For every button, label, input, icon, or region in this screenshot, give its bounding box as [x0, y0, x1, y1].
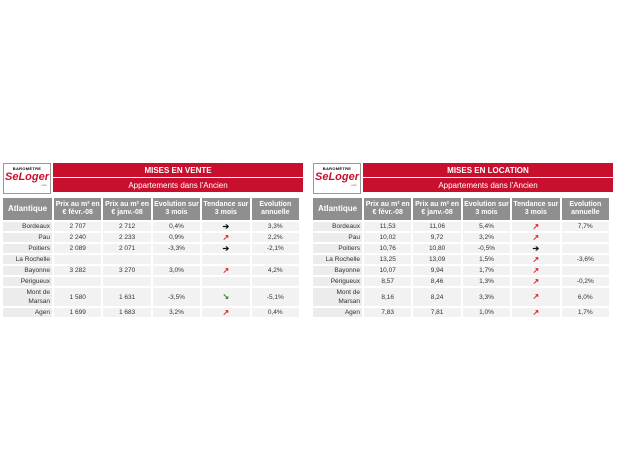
rentals-barometer-panel [313, 163, 613, 319]
table-row [313, 277, 609, 286]
price-feb-cell: 10,76 [364, 244, 411, 253]
evolution-3m-cell [153, 277, 200, 286]
price-feb-cell: 2 707 [54, 222, 101, 231]
logo-sub-text: .com [40, 183, 47, 187]
price-feb-cell: 13,25 [364, 255, 411, 264]
price-jan-cell: 9,72 [413, 233, 460, 242]
trend-cell [512, 288, 559, 306]
city-cell: Périgueux [313, 277, 362, 286]
evolution-year-cell: -0,2% [562, 277, 609, 286]
price-feb-cell: 2 089 [54, 244, 101, 253]
city-cell: Bayonne [3, 266, 52, 275]
price-feb-cell: 10,07 [364, 266, 411, 275]
price-jan-cell: 1 631 [103, 288, 150, 306]
price-jan-cell [103, 277, 150, 286]
price-jan-cell: 13,09 [413, 255, 460, 264]
trend-cell [512, 266, 559, 275]
price-jan-cell: 8,24 [413, 288, 460, 306]
trend-cell [202, 255, 249, 264]
table-row [3, 308, 299, 317]
price-jan-cell: 3 270 [103, 266, 150, 275]
trend-up-arrow-icon: ↗ [222, 232, 230, 242]
column-header-price-jan: Prix au m² en € janv.-08 [413, 198, 460, 220]
evolution-year-cell: 4,2% [252, 266, 299, 275]
evolution-3m-cell: 1,5% [463, 255, 510, 264]
city-cell: Mont de Marsan [313, 288, 362, 306]
price-feb-cell [54, 255, 101, 264]
city-cell: Agen [313, 308, 362, 317]
table-row [3, 222, 299, 231]
city-cell: Bordeaux [3, 222, 52, 231]
trend-up-arrow-icon: ↗ [222, 265, 230, 275]
table-subtitle: Appartements dans l'Ancien [363, 178, 613, 192]
table-row [313, 266, 609, 275]
trend-cell [512, 255, 559, 264]
price-jan-cell: 1 683 [103, 308, 150, 317]
city-cell: La Rochelle [313, 255, 362, 264]
logo-top-text: BAROMÈTRE [322, 166, 352, 171]
price-feb-cell [54, 277, 101, 286]
city-cell: La Rochelle [3, 255, 52, 264]
rental-price-table [311, 196, 611, 319]
trend-up-arrow-icon: ↗ [532, 221, 540, 231]
column-header-trend-3m: Tendance sur 3 mois [202, 198, 249, 220]
evolution-year-cell: -2,1% [252, 244, 299, 253]
table-row [313, 222, 609, 231]
trend-up-arrow-icon: ↗ [532, 292, 540, 301]
evolution-year-cell [252, 255, 299, 264]
column-header-evolution-year: Evolution annuelle [562, 198, 609, 220]
evolution-year-cell [562, 233, 609, 242]
price-jan-cell: 2 233 [103, 233, 150, 242]
trend-cell [512, 222, 559, 231]
evolution-year-cell: -5,1% [252, 288, 299, 306]
price-feb-cell: 7,83 [364, 308, 411, 317]
table-row [3, 244, 299, 253]
seloger-logo [3, 163, 51, 194]
evolution-3m-cell: 0,4% [153, 222, 200, 231]
trend-cell [202, 244, 249, 253]
column-header-price-jan: Prix au m² en € janv.-08 [103, 198, 150, 220]
price-jan-cell: 7,81 [413, 308, 460, 317]
city-cell: Périgueux [3, 277, 52, 286]
evolution-3m-cell: 3,0% [153, 266, 200, 275]
city-cell: Bordeaux [313, 222, 362, 231]
price-jan-cell: 9,94 [413, 266, 460, 275]
trend-up-arrow-icon: ↗ [532, 307, 540, 317]
trend-cell [512, 308, 559, 317]
city-cell: Pau [3, 233, 52, 242]
trend-up-arrow-icon: ↗ [532, 276, 540, 286]
price-jan-cell: 10,80 [413, 244, 460, 253]
trend-cell [512, 277, 559, 286]
evolution-3m-cell: 1,3% [463, 277, 510, 286]
evolution-3m-cell: 3,2% [463, 233, 510, 242]
column-header-region: Atlantique [3, 198, 52, 220]
evolution-3m-cell: 0,9% [153, 233, 200, 242]
city-cell: Pau [313, 233, 362, 242]
price-jan-cell: 11,06 [413, 222, 460, 231]
table-row [3, 266, 299, 275]
table-row [313, 255, 609, 264]
column-header-price-feb: Prix au m² en € févr.-08 [54, 198, 101, 220]
evolution-year-cell: 3,3% [252, 222, 299, 231]
price-jan-cell: 2 712 [103, 222, 150, 231]
evolution-3m-cell: -3,3% [153, 244, 200, 253]
city-cell: Bayonne [313, 266, 362, 275]
table-row [3, 277, 299, 286]
table-title: MISES EN LOCATION [363, 163, 613, 177]
column-header-trend-3m: Tendance sur 3 mois [512, 198, 559, 220]
table-row [313, 308, 609, 317]
trend-down-arrow-icon: ↘ [222, 292, 230, 301]
evolution-year-cell [562, 266, 609, 275]
evolution-3m-cell [153, 255, 200, 264]
evolution-3m-cell: -3,5% [153, 288, 200, 306]
table-row [3, 288, 299, 306]
column-header-evolution-3m: Evolution sur 3 mois [463, 198, 510, 220]
column-header-region: Atlantique [313, 198, 362, 220]
price-feb-cell: 1 580 [54, 288, 101, 306]
trend-up-arrow-icon: ↗ [222, 307, 230, 317]
column-header-price-feb: Prix au m² en € févr.-08 [364, 198, 411, 220]
trend-up-arrow-icon: ↗ [532, 265, 540, 275]
evolution-year-cell: 2,2% [252, 233, 299, 242]
trend-up-arrow-icon: ↗ [532, 232, 540, 242]
evolution-3m-cell: 3,3% [463, 288, 510, 306]
trend-cell [202, 266, 249, 275]
price-jan-cell: 2 071 [103, 244, 150, 253]
table-subtitle: Appartements dans l'Ancien [53, 178, 303, 192]
trend-cell [512, 244, 559, 253]
evolution-year-cell [252, 277, 299, 286]
price-feb-cell: 8,16 [364, 288, 411, 306]
column-header-evolution-3m: Evolution sur 3 mois [153, 198, 200, 220]
table-row [313, 244, 609, 253]
city-cell: Agen [3, 308, 52, 317]
evolution-year-cell: 1,7% [562, 308, 609, 317]
evolution-3m-cell: -0,5% [463, 244, 510, 253]
city-cell: Poitiers [3, 244, 52, 253]
logo-brand: SeLoger [4, 171, 49, 183]
city-cell: Poitiers [313, 244, 362, 253]
seloger-logo [313, 163, 361, 194]
logo-top-text: BAROMÈTRE [12, 166, 42, 171]
trend-flat-arrow-icon: ➔ [222, 243, 230, 253]
trend-cell [202, 277, 249, 286]
logo-sub-text: .com [350, 183, 357, 187]
city-cell: Mont de Marsan [3, 288, 52, 306]
evolution-year-cell: 6,0% [562, 288, 609, 306]
table-row [3, 233, 299, 242]
evolution-3m-cell: 1,0% [463, 308, 510, 317]
price-feb-cell: 2 240 [54, 233, 101, 242]
logo-brand: SeLoger [314, 171, 359, 183]
evolution-year-cell: 7,7% [562, 222, 609, 231]
evolution-3m-cell: 5,4% [463, 222, 510, 231]
evolution-year-cell: -3,6% [562, 255, 609, 264]
trend-cell [202, 288, 249, 306]
evolution-3m-cell: 3,2% [153, 308, 200, 317]
sales-price-table [1, 196, 301, 319]
price-feb-cell: 11,53 [364, 222, 411, 231]
price-feb-cell: 8,57 [364, 277, 411, 286]
price-feb-cell: 1 699 [54, 308, 101, 317]
trend-flat-arrow-icon: ➔ [532, 243, 540, 253]
trend-flat-arrow-icon: ➔ [222, 221, 230, 231]
price-jan-cell [103, 255, 150, 264]
price-feb-cell: 10,02 [364, 233, 411, 242]
price-feb-cell: 3 282 [54, 266, 101, 275]
trend-cell [202, 308, 249, 317]
column-header-evolution-year: Evolution annuelle [252, 198, 299, 220]
evolution-3m-cell: 1,7% [463, 266, 510, 275]
trend-cell [202, 222, 249, 231]
trend-cell [512, 233, 559, 242]
trend-up-arrow-icon: ↗ [532, 254, 540, 264]
table-row [313, 288, 609, 306]
evolution-year-cell: 0,4% [252, 308, 299, 317]
table-row [313, 233, 609, 242]
price-jan-cell: 8,46 [413, 277, 460, 286]
trend-cell [202, 233, 249, 242]
table-title: MISES EN VENTE [53, 163, 303, 177]
table-row [3, 255, 299, 264]
sales-barometer-panel [3, 163, 303, 319]
evolution-year-cell [562, 244, 609, 253]
